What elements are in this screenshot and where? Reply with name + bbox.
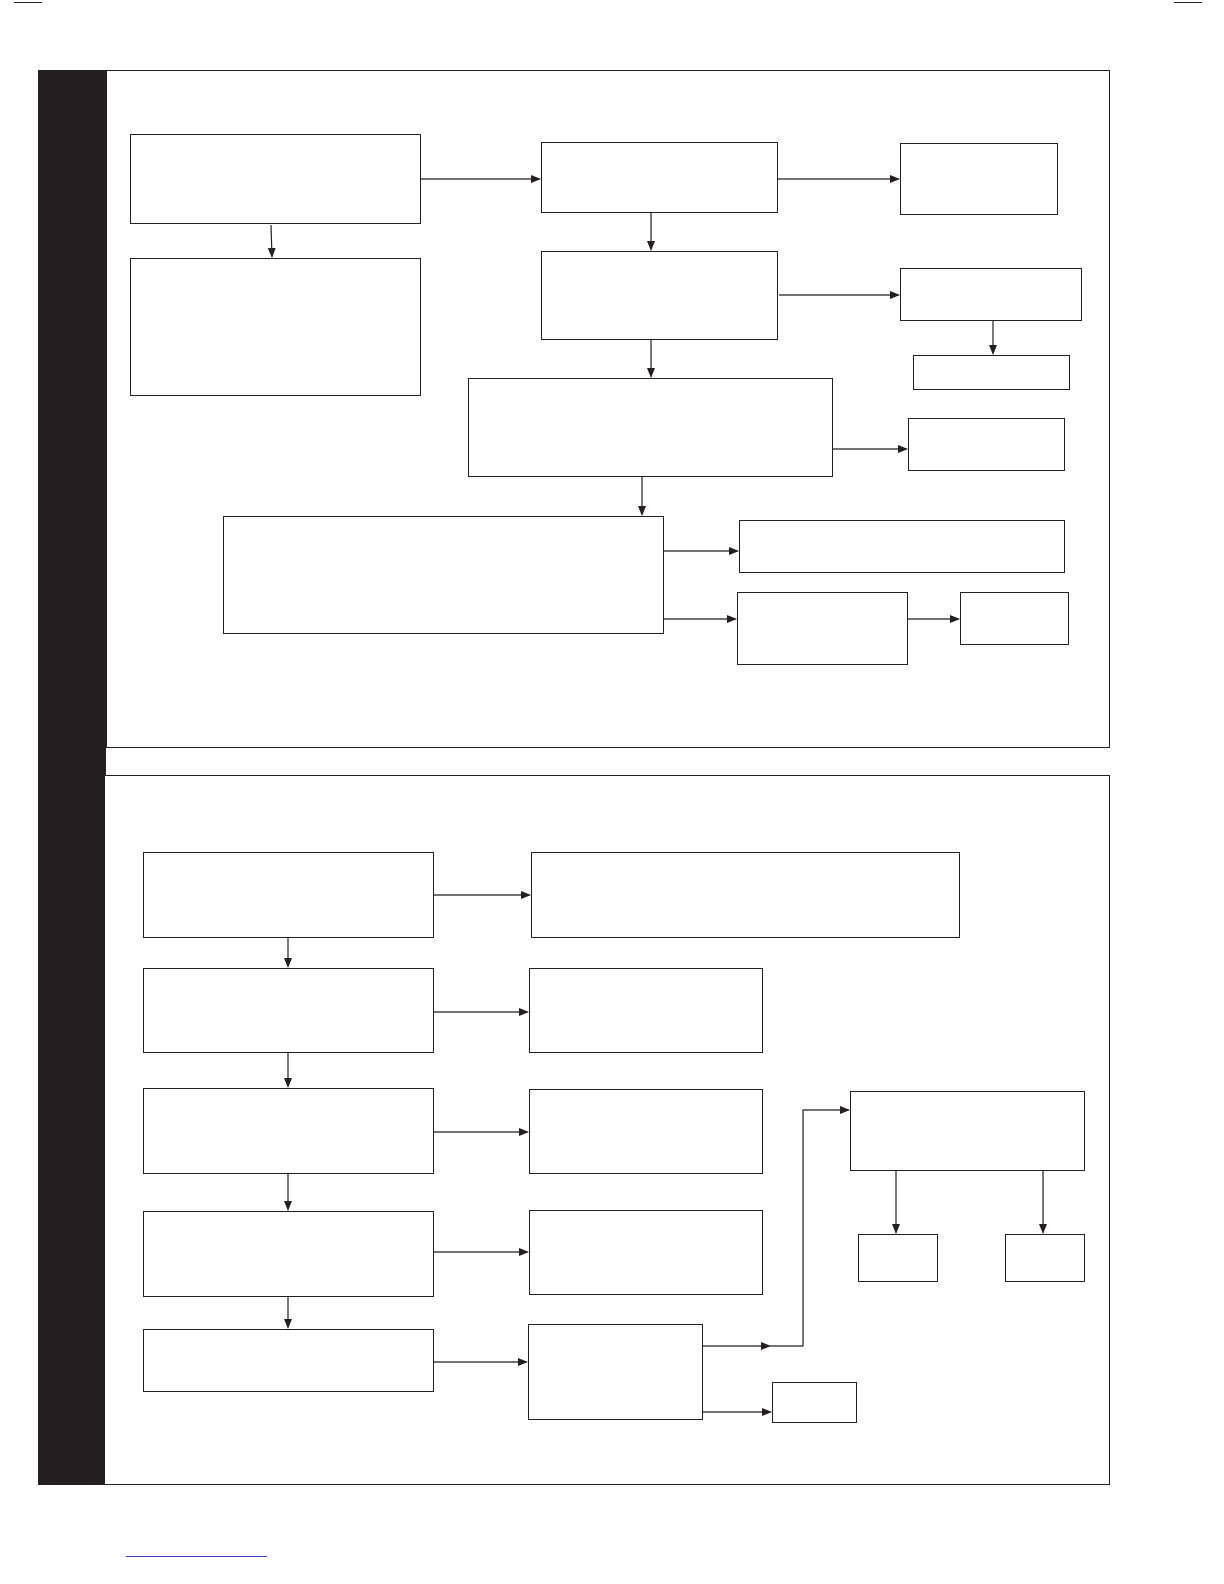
flow-box-u-wide xyxy=(223,516,664,634)
flow-box-u-left-detail xyxy=(130,258,421,396)
flow-box-l-step-4 xyxy=(143,1211,434,1297)
flow-box-u-right-1 xyxy=(900,143,1058,215)
flow-box-u-mid-2 xyxy=(541,251,778,340)
flow-box-l-result-4 xyxy=(529,1210,763,1295)
flow-box-l-result-1 xyxy=(531,852,960,938)
flow-box-u-mid-3 xyxy=(468,378,833,477)
flow-box-l-step-1 xyxy=(143,852,434,938)
flow-box-l-step-3 xyxy=(143,1088,434,1174)
crop-mark-right xyxy=(1174,2,1202,3)
flow-box-u-right-2b xyxy=(913,355,1070,390)
flow-box-l-step-2 xyxy=(143,968,434,1053)
flow-box-l-branch-a xyxy=(858,1234,938,1282)
flow-box-u-right-3 xyxy=(908,418,1065,471)
flow-box-l-result-5 xyxy=(528,1324,703,1420)
flow-box-l-end xyxy=(772,1382,857,1423)
flow-box-l-step-5 xyxy=(143,1329,434,1392)
side-tab-bar xyxy=(38,70,106,1485)
flow-box-u-out-a xyxy=(739,520,1065,573)
crop-mark-left xyxy=(14,2,42,3)
flow-box-l-branch-b xyxy=(1005,1234,1085,1282)
flow-box-u-right-2 xyxy=(900,268,1082,321)
flow-box-u-out-c xyxy=(960,592,1069,645)
flow-box-l-result-3 xyxy=(529,1089,763,1174)
footer-link-underline[interactable] xyxy=(126,1556,267,1557)
flow-box-u-start xyxy=(130,134,421,224)
flow-box-u-out-b xyxy=(737,592,908,665)
flow-box-l-result-2 xyxy=(529,968,763,1053)
flow-box-l-branch xyxy=(850,1091,1085,1171)
flow-box-u-mid-1 xyxy=(541,142,778,213)
